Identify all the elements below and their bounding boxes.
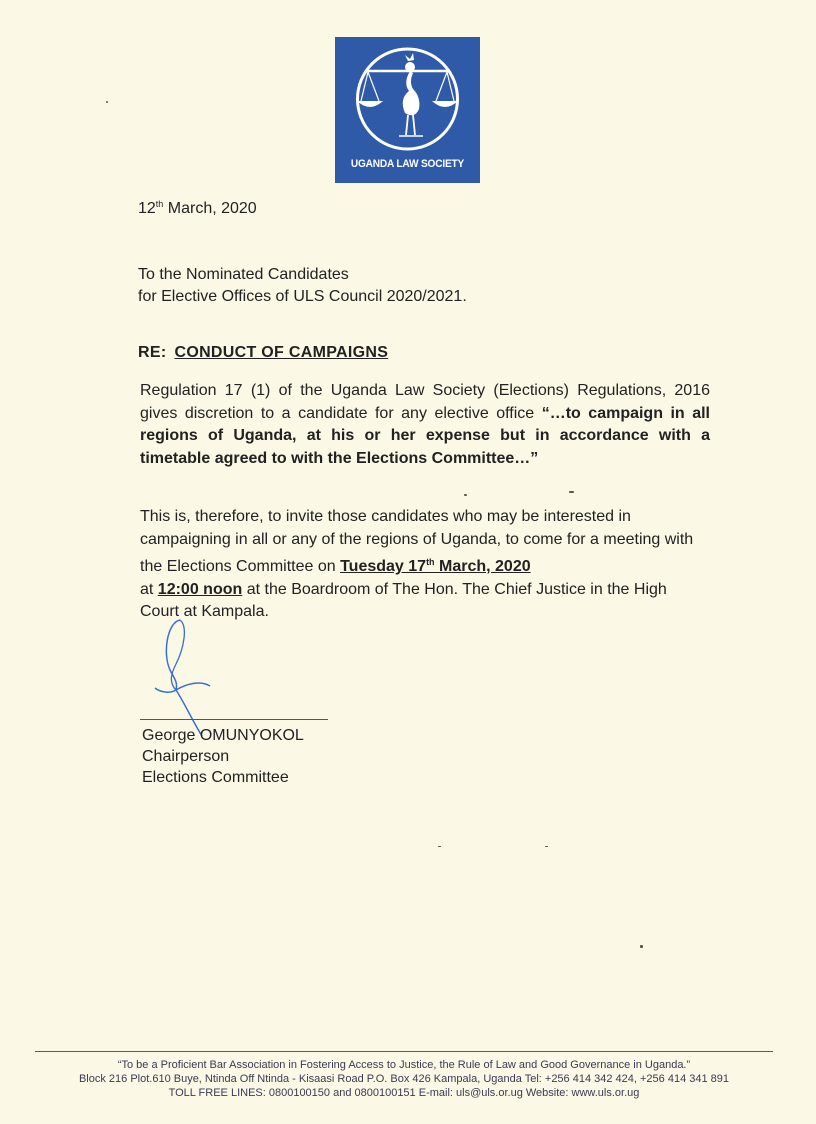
footer-rule <box>35 1051 773 1052</box>
recipient-line-2: for Elective Offices of ULS Council 2020/2021. <box>138 288 467 305</box>
letterhead-footer <box>35 1058 773 1100</box>
uganda-law-society-logo <box>335 37 480 183</box>
meeting-at: at <box>140 580 158 598</box>
meeting-venue: at the Boardroom of The Hon. The Chief Justice in the High Court at Kampala. <box>140 580 667 620</box>
date-suffix: th <box>155 199 164 209</box>
signatory-title: Chairperson <box>142 748 230 765</box>
footer-motto: “To be a Proficient Bar Association in Fostering Access to Justice, the Rule of Law and Good Governance in Uganda.” <box>117 1059 691 1071</box>
subject-line <box>138 344 388 362</box>
subject-prefix: RE: <box>138 344 167 361</box>
date-day: 12 <box>138 200 156 217</box>
recipient-block <box>138 264 467 308</box>
regulation-quote: “…to campaign in all regions of Uganda, at his or her expense but in accordance with a timetable agreed to with the Elections Committee…” <box>140 404 711 467</box>
meeting-time: 12:00 noon <box>157 580 243 598</box>
signature-line <box>140 719 328 720</box>
logo-org-name: UGANDA LAW SOCIETY <box>350 158 465 170</box>
scan-speck <box>545 846 548 847</box>
meeting-day: Tuesday 17 <box>340 558 427 575</box>
scan-speck <box>464 494 467 496</box>
subject-title: CONDUCT OF CAMPAIGNS <box>174 344 389 361</box>
scan-speck <box>569 491 574 493</box>
letter-date <box>138 199 257 218</box>
invitation-intro: This is, therefore, to invite those candidates who may be interested in campaigning in all or any of the regions of Uganda, to come for a meeting with the Elections Committee on <box>140 508 694 575</box>
meeting-date-rest: March, 2020 <box>434 558 531 575</box>
handwritten-signature-icon <box>140 612 220 742</box>
paragraph-regulation <box>140 380 710 470</box>
paragraph-regulation-text: Regulation 17 (1) of the Uganda Law Society (Elections) Regulations, 2016 gives discretion to a candidate for any elective office <box>140 382 710 422</box>
recipient-line-1: To the Nominated Candidates <box>138 266 349 283</box>
footer-contacts: TOLL FREE LINES: 0800100150 and 0800100151 E-mail: uls@uls.or.ug Website: www.uls.or.ug <box>168 1087 640 1099</box>
meeting-day-suffix: th <box>426 557 435 567</box>
paragraph-invitation <box>140 506 710 624</box>
scan-speck <box>640 945 643 948</box>
scan-speck <box>106 101 108 103</box>
scan-speck <box>438 846 441 847</box>
date-rest: March, 2020 <box>163 200 257 217</box>
footer-address: Block 216 Plot.610 Buye, Ntinda Off Ntinda - Kisaasi Road P.O. Box 426 Kampala, Uganda Tel: +256 414 342 424, +256 414 341 891 <box>78 1073 730 1085</box>
signatory-block <box>142 725 304 788</box>
signatory-name: George OMUNYOKOL <box>142 727 304 744</box>
signatory-committee: Elections Committee <box>142 769 289 786</box>
meeting-date <box>340 558 531 575</box>
